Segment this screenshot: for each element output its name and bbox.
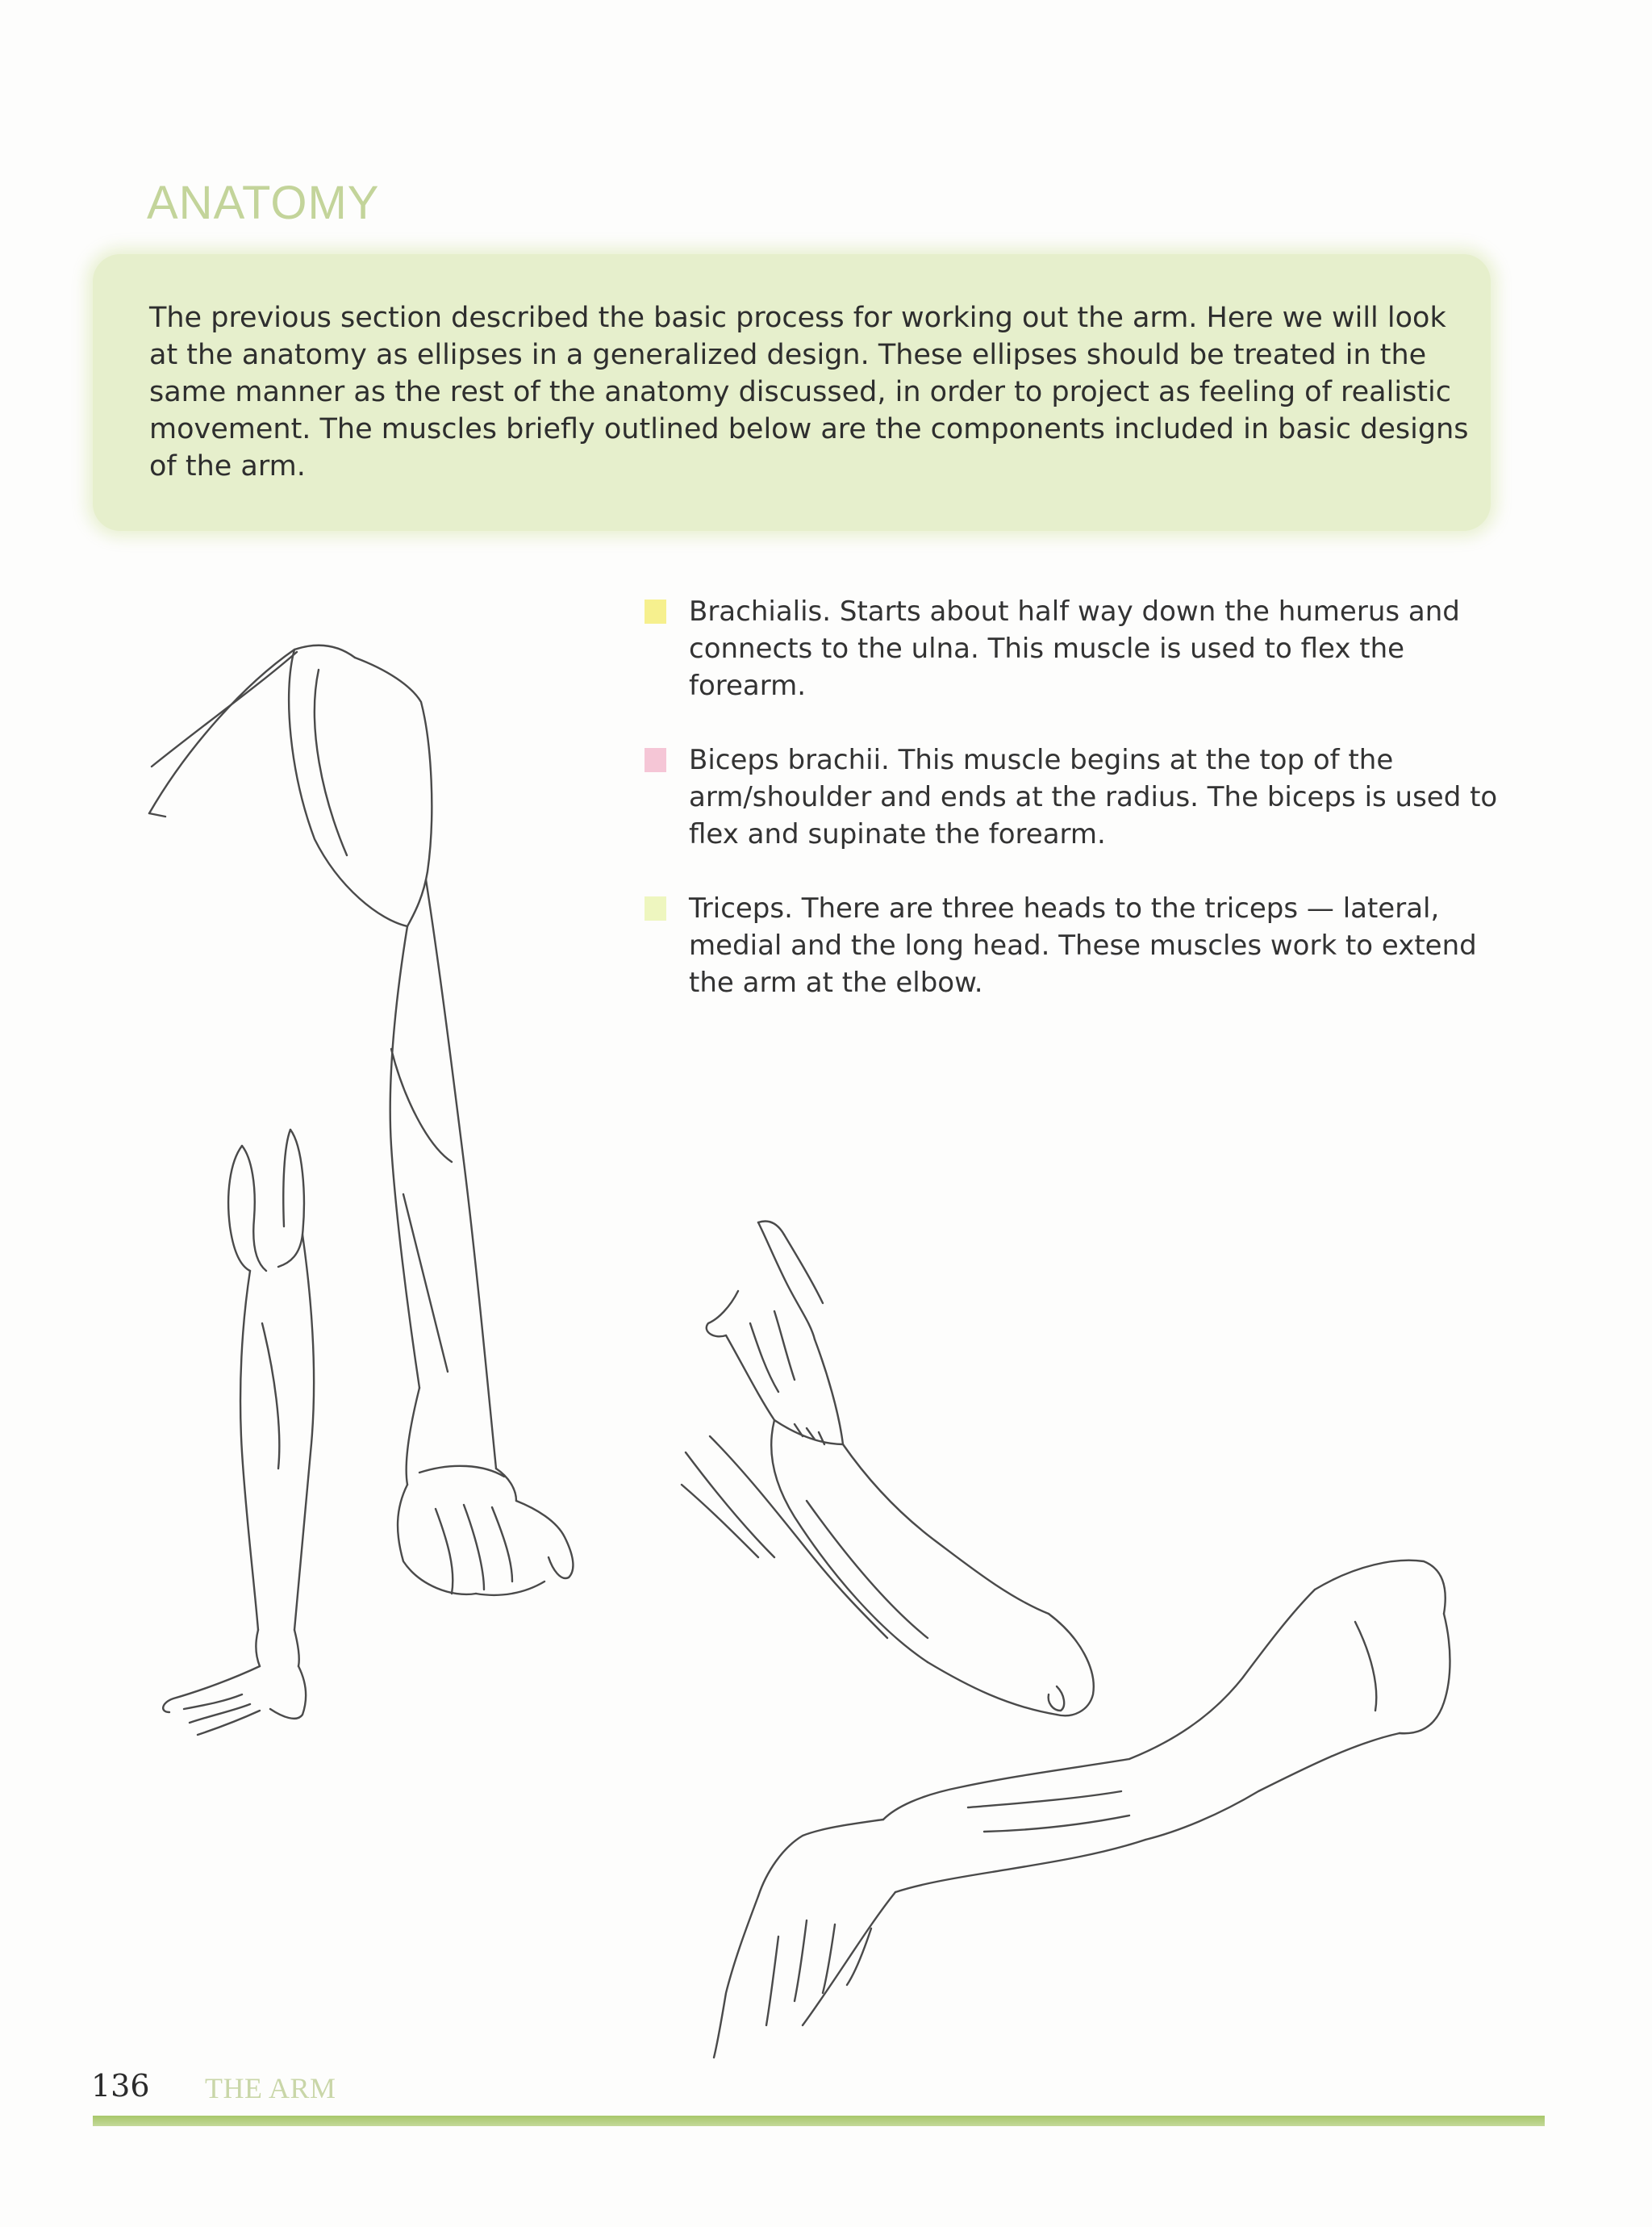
extended-arm-sketch (149, 646, 573, 1595)
section-title: ANATOMY (147, 177, 380, 229)
intro-paragraph: The previous section described the basic process for working out the arm. Here we will look at the anatomy as ellipses in a generalized design. These ellipses should be treated in the same manner as the rest of the anatomy discussed, in order to project as feeling of realistic movement. The muscles briefly outlined below are the components included in basic designs of the arm. (149, 302, 1469, 483)
thin-arm-sketch (163, 1130, 314, 1735)
muscle-description: Biceps brachii. This muscle begins at the top of the arm/shoulder and ends at the radius. The biceps is used to flex and supinate the forearm. (689, 744, 1498, 850)
muscle-description: Triceps. There are three heads to the triceps — lateral, medial and the long head. These muscles work to extend the arm at the elbow. (689, 892, 1477, 999)
muscle-description: Brachialis. Starts about half way down the humerus and connects to the ulna. This muscle is used to flex the forearm. (689, 595, 1460, 702)
footer-rule (93, 2116, 1545, 2126)
page-number: 136 (91, 2068, 150, 2104)
raised-forearm-sketch (682, 1221, 1094, 1715)
bent-arm-sketch (714, 1561, 1450, 2058)
chapter-label: THE ARM (205, 2072, 336, 2104)
